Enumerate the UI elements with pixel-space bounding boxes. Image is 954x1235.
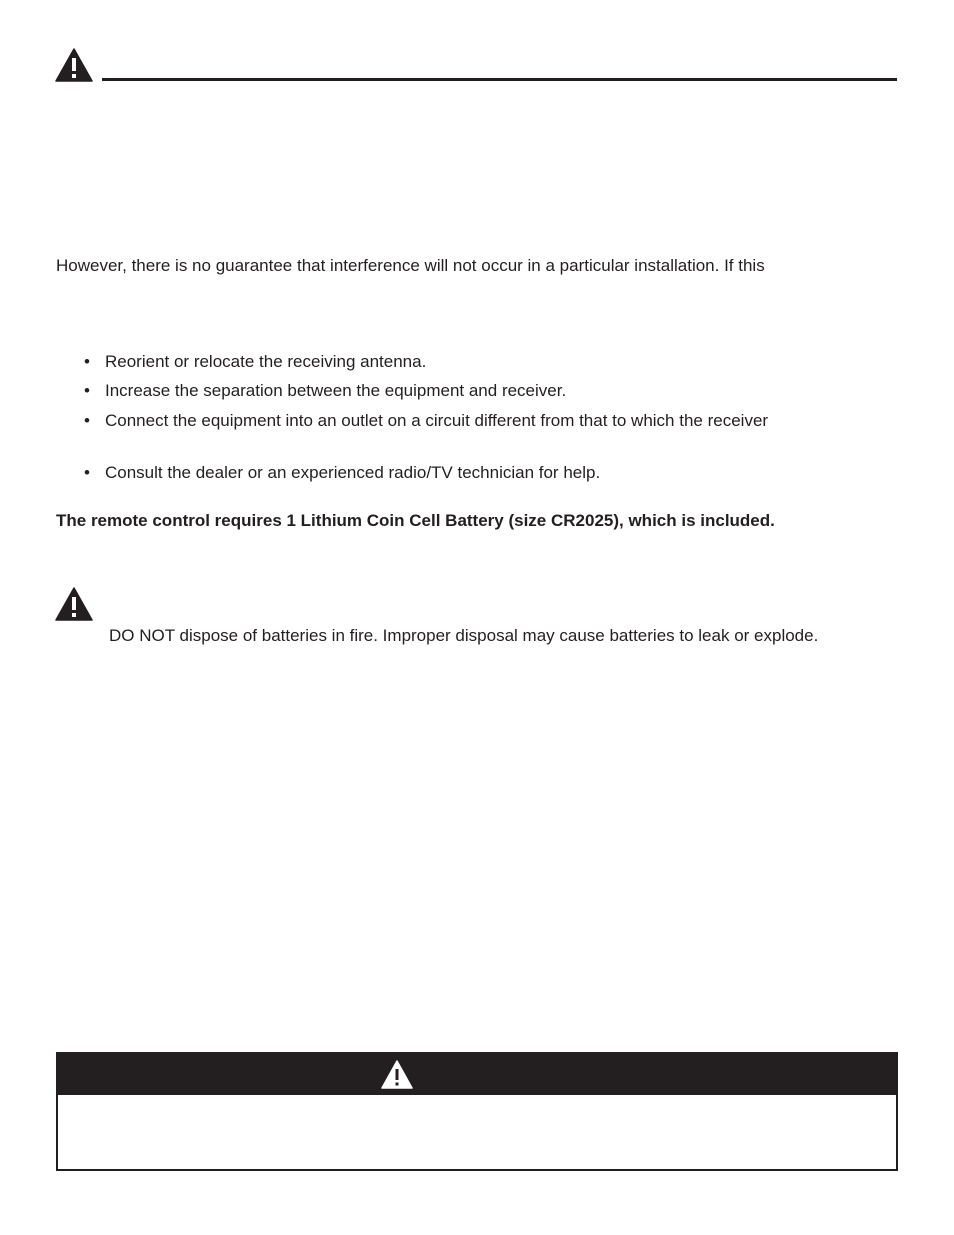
- warning-box-header: [58, 1054, 896, 1095]
- warning-box-icon: [381, 1060, 413, 1089]
- list-item: [84, 411, 768, 431]
- battery-disposal-warning: DO NOT dispose of batteries in fire. Improper disposal may cause batteries to leak or explode.: [109, 626, 819, 645]
- list-item: [84, 352, 426, 372]
- bullet-marker: •: [84, 381, 90, 400]
- list-item: [84, 381, 566, 401]
- battery-requirement-text: The remote control requires 1 Lithium Coin Cell Battery (size CR2025), which is included.: [56, 511, 775, 530]
- list-item-text: Consult the dealer or an experienced radio/TV technician for help.: [105, 463, 601, 482]
- fcc-intro-text: However, there is no guarantee that interference will not occur in a particular installation. If this: [56, 256, 765, 275]
- bullet-marker: •: [84, 352, 90, 371]
- bullet-marker: •: [84, 463, 90, 482]
- header-rule: [102, 78, 897, 81]
- header-warning-icon: [55, 48, 93, 82]
- battery-warning-icon: [55, 587, 93, 621]
- warning-box: [56, 1052, 898, 1171]
- list-item-text: Reorient or relocate the receiving antenna.: [105, 352, 427, 371]
- bullet-marker: •: [84, 411, 90, 430]
- list-item: [84, 463, 600, 483]
- list-item-text: Increase the separation between the equipment and receiver.: [105, 381, 567, 400]
- list-item-text: Connect the equipment into an outlet on a circuit different from that to which the receiver: [105, 411, 769, 430]
